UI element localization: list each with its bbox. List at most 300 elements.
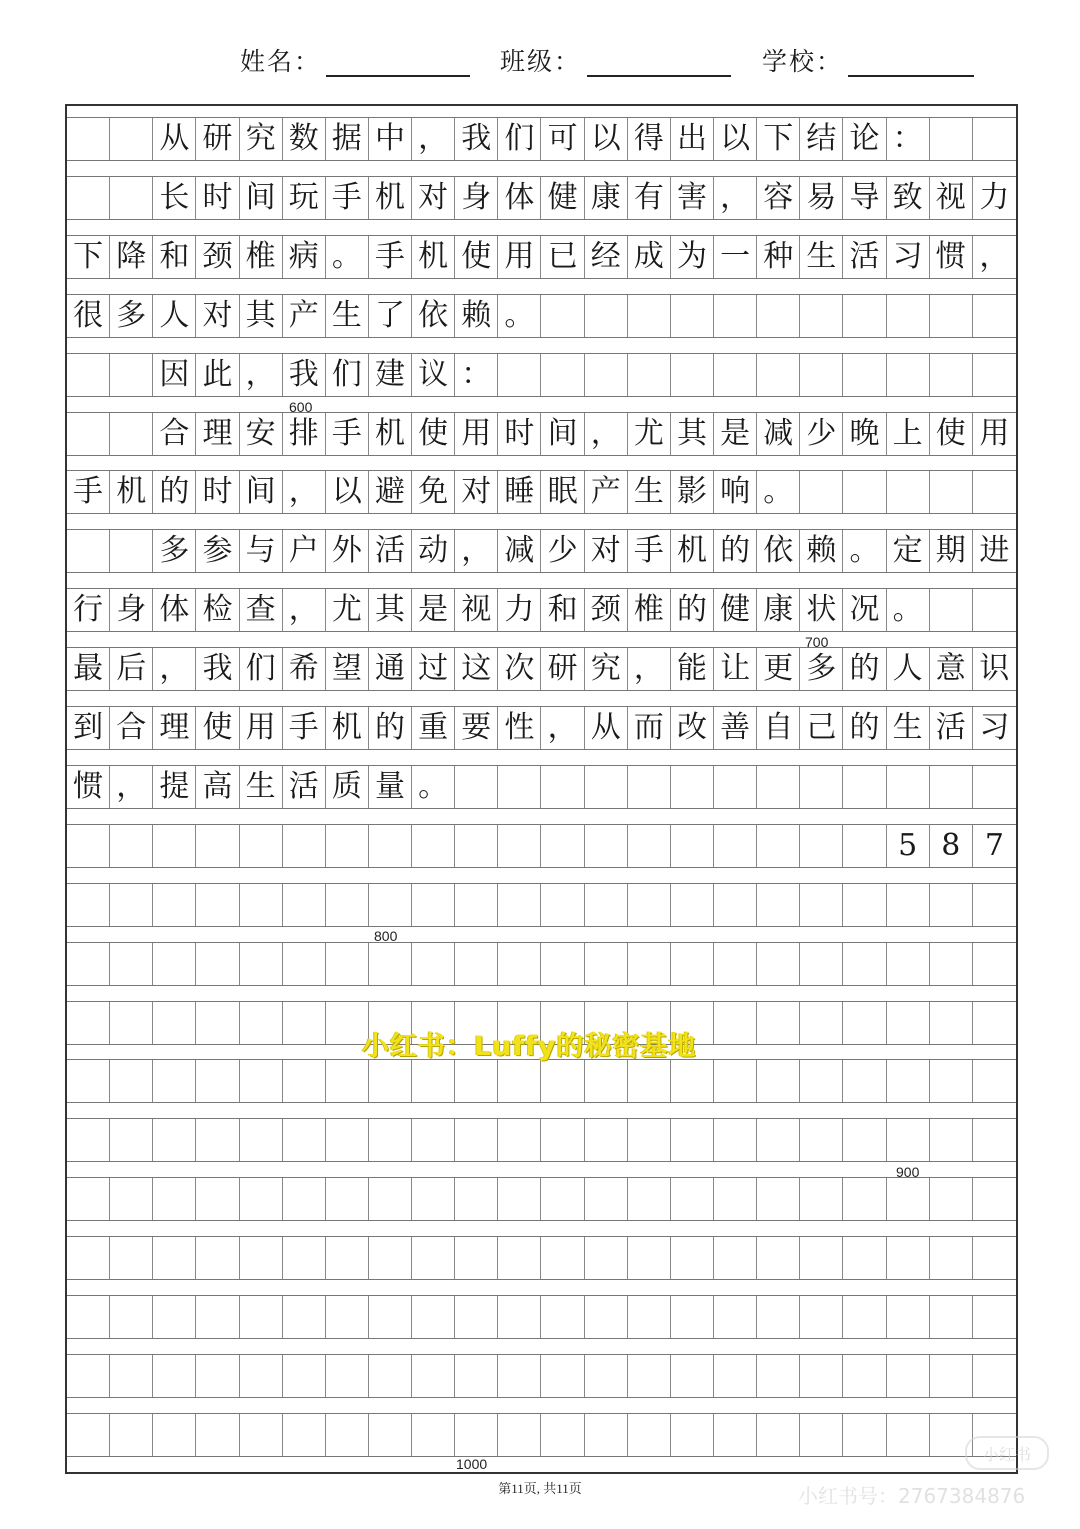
grid-cell [412,1237,455,1279]
grid-cell: 的 [843,707,886,749]
grid-cell: 出 [671,118,714,160]
grid-cell [542,943,585,985]
grid-cell: 机 [412,236,455,278]
grid-cell [930,1355,973,1397]
grid-cell: 为 [671,236,714,278]
grid-cell [585,766,628,808]
grid-cell: 过 [412,648,455,690]
grid-cell: 提 [153,766,196,808]
grid-cell [843,471,886,513]
grid-cell: 习 [887,236,930,278]
grid-cell [628,295,671,337]
grid-cell: 安 [240,413,283,455]
grid-cell [671,1296,714,1338]
grid-cell: 因 [153,354,196,396]
grid-row [67,1118,1016,1162]
grid-cell [498,1178,541,1220]
count-marker-900: 900 [896,1164,920,1180]
grid-cell [283,1060,326,1102]
grid-cell: 经 [585,236,628,278]
grid-cell: 颈 [196,236,239,278]
grid-cell: 机 [671,530,714,572]
grid-cell [757,1178,800,1220]
grid-cell [369,1119,412,1161]
grid-cell [714,1237,757,1279]
grid-cell [110,943,153,985]
header [0,42,1080,86]
grid-cell: 体 [498,177,541,219]
grid-cell [326,1060,369,1102]
grid-cell: 外 [326,530,369,572]
grid-cell: 多 [800,648,843,690]
grid-cell [67,1002,110,1044]
grid-cell: ， [283,471,326,513]
grid-cell [153,1296,196,1338]
grid-cell: 人 [887,648,930,690]
grid-cell: 论 [843,118,886,160]
grid-cell [887,1178,930,1220]
grid-cell [585,943,628,985]
grid-cell: 免 [412,471,455,513]
grid-cell: 对 [585,530,628,572]
grid-cell: 活 [843,236,886,278]
grid-cell [973,589,1016,631]
grid-cell [240,1060,283,1102]
grid-cell [283,1178,326,1220]
grid-cell: 况 [843,589,886,631]
grid-cell: 行 [67,589,110,631]
grid-cell [240,943,283,985]
grid-row [67,294,1016,338]
grid-cell [455,1060,498,1102]
grid-cell: 活 [930,707,973,749]
grid-cell: 理 [153,707,196,749]
grid-cell [67,1119,110,1161]
grid-cell [196,1237,239,1279]
grid-cell [67,943,110,985]
grid-cell [326,825,369,867]
grid-cell [67,1296,110,1338]
grid-cell [412,825,455,867]
grid-cell [196,1002,239,1044]
grid-cell [110,1355,153,1397]
grid-cell [800,884,843,926]
name-blank[interactable] [326,75,470,77]
grid-cell [196,884,239,926]
grid-row [67,1236,1016,1280]
grid-cell: ， [979,238,1010,274]
grid-cell [930,943,973,985]
grid-cell [973,1119,1016,1161]
grid-cell: 少 [542,530,585,572]
grid-cell: 。 [498,295,541,337]
grid-cell: 易 [800,177,843,219]
grid-cell [326,1414,369,1456]
count-marker-800: 800 [374,928,398,944]
grid-cell: 以 [714,118,757,160]
grid-cell: 通 [369,648,412,690]
grid-cell: 用 [240,707,283,749]
grid-cell [843,295,886,337]
grid-cell [973,118,1016,160]
grid-cell: 时 [196,471,239,513]
grid-cell [843,1002,886,1044]
grid-cell: 视 [455,589,498,631]
page-footer: 第11页, 共11页 [498,1481,582,1496]
grid-cell [714,295,757,337]
grid-cell: 使 [930,413,973,455]
grid-cell: 减 [498,530,541,572]
grid-cell [240,1355,283,1397]
grid-cell: 使 [412,413,455,455]
grid-cell: 的 [153,471,196,513]
grid-cell: 玩 [283,177,326,219]
grid-cell [585,354,628,396]
grid-cell: 使 [455,236,498,278]
grid-cell: 状 [800,589,843,631]
grid-cell: 间 [240,471,283,513]
class-blank[interactable] [587,75,731,77]
grid-cell: 研 [196,118,239,160]
grid-cell [887,884,930,926]
grid-cell [714,1002,757,1044]
grid-cell [498,1060,541,1102]
grid-cell: 健 [542,177,585,219]
grid-cell [930,766,973,808]
grid-cell: 康 [757,589,800,631]
grid-cell [973,884,1016,926]
grid-cell [240,1296,283,1338]
grid-cell [973,766,1016,808]
grid-cell [455,1296,498,1338]
grid-cell: 以 [326,471,369,513]
grid-cell: 长 [153,177,196,219]
grid-cell: 自 [757,707,800,749]
grid-cell [196,943,239,985]
grid-cell [455,766,498,808]
grid-cell: 晚 [843,413,886,455]
grid-cell: 手 [326,177,369,219]
grid-cell [498,825,541,867]
grid-cell: 惯 [67,766,110,808]
grid-cell [800,1237,843,1279]
grid-cell [542,884,585,926]
grid-cell: 动 [412,530,455,572]
grid-cell: 研 [542,648,585,690]
grid-cell [887,943,930,985]
grid-cell [110,1002,153,1044]
grid-cell [153,1414,196,1456]
grid-cell [930,1002,973,1044]
grid-cell: 意 [930,648,973,690]
grid-cell [67,1414,110,1456]
grid-cell [110,1178,153,1220]
grid-cell [671,1178,714,1220]
grid-cell: 和 [153,236,196,278]
grid-cell [542,1060,585,1102]
grid-row [67,588,1016,632]
name-label: 姓名： [240,47,322,76]
grid-cell: 数 [283,118,326,160]
grid-cell [757,354,800,396]
grid-cell: 导 [843,177,886,219]
grid-cell: 质 [326,766,369,808]
grid-cell: 睡 [498,471,541,513]
grid-cell: 用 [979,415,1010,451]
grid-cell [412,1178,455,1220]
grid-cell [153,1355,196,1397]
grid-row [67,765,1016,809]
grid-cell: 究 [585,648,628,690]
grid-cell [153,1060,196,1102]
grid-cell [326,1237,369,1279]
grid-cell [455,1237,498,1279]
grid-row [67,1059,1016,1103]
grid-cell: 惯 [930,236,973,278]
grid-cell [671,943,714,985]
grid-cell [585,1355,628,1397]
grid-cell [628,943,671,985]
grid-cell: 我 [455,118,498,160]
grid-cell: ： [455,354,498,396]
grid-cell [542,354,585,396]
grid-cell: 而 [628,707,671,749]
grid-cell [973,295,1016,337]
grid-cell [412,943,455,985]
grid-cell: 尤 [628,413,671,455]
grid-cell [585,1119,628,1161]
grid-cell: 合 [153,413,196,455]
grid-cell [671,825,714,867]
grid-cell: ， [153,648,196,690]
grid-cell: 和 [542,589,585,631]
grid-cell [240,1237,283,1279]
grid-cell [326,943,369,985]
grid-cell [973,1002,1016,1044]
grid-cell [326,1296,369,1338]
grid-cell: 多 [110,295,153,337]
grid-cell: 用 [455,413,498,455]
grid-cell: 用 [498,236,541,278]
grid-cell: 少 [800,413,843,455]
grid-cell: 降 [110,236,153,278]
school-blank[interactable] [848,75,974,77]
grid-row [67,117,1016,161]
grid-cell: 让 [714,648,757,690]
grid-cell [326,1178,369,1220]
grid-cell: ， [628,648,671,690]
grid-cell [887,1119,930,1161]
grid-cell: 查 [240,589,283,631]
grid-cell [757,1002,800,1044]
grid-cell: 。 [887,589,930,631]
grid-cell [800,943,843,985]
grid-cell: 这 [455,648,498,690]
grid-cell [714,354,757,396]
grid-cell [887,766,930,808]
grid-cell [110,118,153,160]
grid-cell [757,766,800,808]
grid-cell [153,1237,196,1279]
grid-cell: 是 [714,413,757,455]
grid-cell [498,943,541,985]
grid-cell [67,354,110,396]
grid-cell: 结 [800,118,843,160]
grid-cell [67,530,110,572]
grid-cell [757,295,800,337]
grid-cell [585,1296,628,1338]
grid-cell [240,1178,283,1220]
grid-cell [153,1002,196,1044]
grid-cell [628,1414,671,1456]
grid-cell [757,1355,800,1397]
grid-cell [800,295,843,337]
grid-cell: 病 [283,236,326,278]
grid-cell [326,1355,369,1397]
composition-grid-paper [65,104,1018,1474]
grid-cell [240,1119,283,1161]
grid-cell: 手 [369,236,412,278]
grid-cell: 种 [757,236,800,278]
grid-cell [196,825,239,867]
grid-cell [714,1119,757,1161]
grid-cell: 其 [240,295,283,337]
grid-cell [542,1119,585,1161]
grid-cell [843,1119,886,1161]
grid-cell [369,1355,412,1397]
grid-cell: 改 [671,707,714,749]
grid-cell: 产 [283,295,326,337]
grid-cell [628,1237,671,1279]
grid-cell [887,295,930,337]
grid-cell [973,354,1016,396]
grid-cell [671,884,714,926]
grid-cell [110,413,153,455]
grid-cell [585,884,628,926]
grid-cell [843,1296,886,1338]
grid-cell [800,1296,843,1338]
grid-cell [887,1414,930,1456]
grid-cell: 识 [979,651,1010,687]
grid-cell [843,1178,886,1220]
grid-cell [930,1178,973,1220]
grid-cell: 成 [628,236,671,278]
grid-cell: 有 [628,177,671,219]
grid-cell: 参 [196,530,239,572]
grid-cell [757,825,800,867]
grid-cell [973,1178,1016,1220]
grid-cell [369,1178,412,1220]
grid-cell: 望 [326,648,369,690]
grid-cell [153,1178,196,1220]
xiaohongshu-account-id: 小红书号：2767384876 [798,1484,1026,1508]
grid-cell [455,1355,498,1397]
grid-cell [930,1296,973,1338]
grid-cell: 检 [196,589,239,631]
grid-row [67,1295,1016,1339]
grid-cell [455,884,498,926]
grid-cell: 们 [326,354,369,396]
grid-cell [887,1237,930,1279]
grid-cell: 己 [800,707,843,749]
grid-cell [153,943,196,985]
grid-cell: 合 [110,707,153,749]
grid-cell [800,1178,843,1220]
grid-cell: 。 [757,471,800,513]
grid-cell [671,354,714,396]
grid-cell [283,884,326,926]
grid-cell [369,825,412,867]
grid-cell [671,1355,714,1397]
grid-cell [196,1060,239,1102]
grid-cell: ， [110,766,153,808]
grid-cell [412,1060,455,1102]
grid-cell [412,1414,455,1456]
grid-cell [585,295,628,337]
grid-cell: ， [283,589,326,631]
grid-cell [973,1060,1016,1102]
grid-row [67,1177,1016,1221]
grid-cell: 生 [800,236,843,278]
grid-cell: 与 [240,530,283,572]
grid-cell [455,825,498,867]
grid-cell [412,1119,455,1161]
xiaohongshu-watermark: 小红书：Luffy的秘密基地 [362,1031,697,1062]
grid-cell: 后 [110,648,153,690]
grid-cell [498,1355,541,1397]
grid-cell [110,1296,153,1338]
grid-cell: 体 [153,589,196,631]
grid-cell: 的 [714,530,757,572]
grid-cell [326,884,369,926]
grid-cell [110,1119,153,1161]
grid-cell [67,1178,110,1220]
grid-cell [369,943,412,985]
grid-cell: 可 [542,118,585,160]
grid-cell [930,118,973,160]
grid-cell: 理 [196,413,239,455]
grid-row [67,824,1016,868]
grid-cell [542,766,585,808]
grid-cell [887,1060,930,1102]
grid-cell: 使 [196,707,239,749]
grid-cell [671,295,714,337]
grid-cell [455,1414,498,1456]
grid-cell: 善 [714,707,757,749]
grid-cell [67,1355,110,1397]
grid-cell [930,884,973,926]
grid-row [67,470,1016,514]
grid-cell: 据 [326,118,369,160]
grid-cell: 习 [979,710,1010,745]
grid-cell: 对 [455,471,498,513]
grid-row [67,353,1016,397]
grid-cell [887,354,930,396]
grid-cell: 依 [412,295,455,337]
grid-cell: 是 [412,589,455,631]
grid-cell [800,471,843,513]
grid-cell: 从 [585,707,628,749]
grid-cell [930,295,973,337]
grid-cell: 量 [369,766,412,808]
grid-cell: 多 [153,530,196,572]
grid-cell [542,825,585,867]
grid-cell [973,943,1016,985]
grid-cell [110,884,153,926]
grid-cell: 得 [628,118,671,160]
grid-cell [196,1296,239,1338]
grid-cell [110,825,153,867]
